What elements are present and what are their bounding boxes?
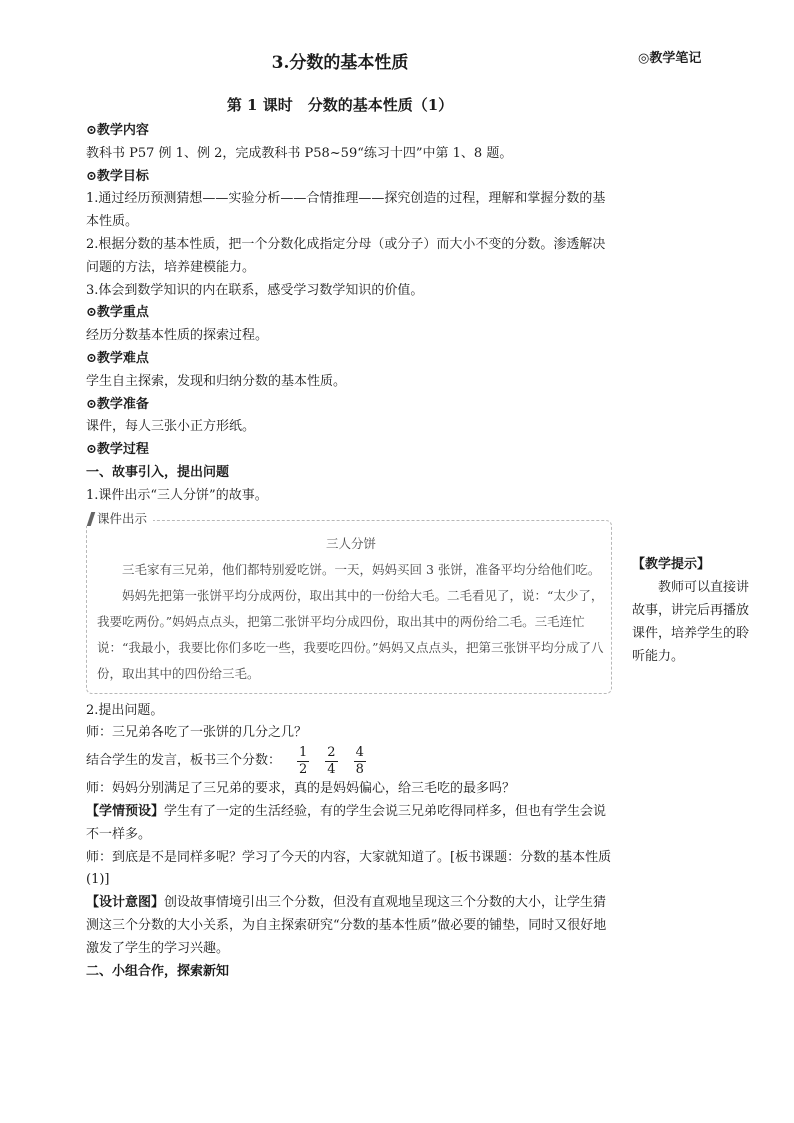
lesson-subtitle: 第 1 课时 分数的基本性质（1） [226,96,454,114]
step-1-heading: 一、故事引入，提出问题 [86,464,230,480]
prediction-paragraph [86,801,612,847]
design-intent-text: 创设故事情境引出三个分数，但没有直观地呈现这三个分数的大小，让学生猜测这三个分数的大小关系，为自主探索研究“分数的基本性质”做必要的铺垫，同时又很好地激发了学生的学习兴趣。 [86,895,607,956]
section-heading-preparation: ⊙教学准备 [86,396,149,412]
goal-item-2: 2.根据分数的基本性质，把一个分数化成指定分母（或分子）而大小不变的分数。渗透解决问题的方法，培养建模能力。 [86,236,606,275]
tip-title: 【教学提示】 [632,557,711,572]
question-1: 师：三兄弟各吃了一张饼的几分之几？ [86,725,308,741]
teaching-notes-label: ◎教学笔记 [638,51,702,66]
section-heading-goals: ⊙教学目标 [86,168,149,184]
step-1-item-2: 2.提出问题。 [86,702,164,718]
fraction-numerator: 4 [355,745,364,761]
goal-item-3: 3.体会到数学知识的内在联系，感受学习数学知识的价值。 [86,282,424,298]
design-intent-label: 【设计意图】 [86,895,165,911]
goal-item-1: 1.通过经历预测猜想——实验分析——合情推理——探究创造的过程，理解和掌握分数的基本性质。 [86,191,606,230]
preparation-text: 课件，每人三张小正方形纸。 [86,419,256,435]
page-title: 3.分数的基本性质 [271,53,409,73]
difficulties-text: 学生自主探索，发现和归纳分数的基本性质。 [86,373,347,389]
design-intent-paragraph [86,892,612,960]
step-1-item-1: 1.课件出示“三人分饼”的故事。 [86,487,268,503]
fraction-denominator: 4 [327,762,336,778]
section-heading-difficulties: ⊙教学难点 [86,350,149,366]
courseware-callout [86,510,612,694]
section-heading-process: ⊙教学过程 [86,442,149,458]
board-fractions-line [86,745,612,778]
step-2-heading: 二、小组合作，探索新知 [86,963,230,979]
board-lead-text: 结合学生的发言，板书三个分数： [86,753,282,769]
section-heading-content: ⊙教学内容 [86,123,149,138]
key-points-text: 经历分数基本性质的探索过程。 [86,328,269,344]
fraction-denominator: 2 [299,762,308,778]
section-heading-key-points: ⊙教学重点 [86,305,149,321]
content-text: 教科书 P57 例 1、例 2，完成教科书 P58~59“练习十四”中第 1、8 题。 [86,145,513,161]
prediction-label: 【学情预设】 [86,803,165,819]
question-2: 师：妈妈分别满足了三兄弟的要求，真的是妈妈偏心，给三毛吃的最多吗？ [86,781,516,797]
fraction-numerator: 1 [299,745,308,761]
story-paragraph-2: 妈妈先把第一张饼平均分成两份，取出其中的一份给大毛。二毛看见了，说：“太少了，我要吃两份。”妈妈点点头，把第二张饼平均分成四份，取出其中的两份给二毛。三毛连忙说：“我最小，我要比你们多吃一些，我要吃四份。”妈妈又点点头，把第三张饼平均分成了八份，取出其中的四份给三毛。 [97,587,604,681]
teacher-remark: 师：到底是不是同样多呢？学习了今天的内容，大家就知道了。[板书课题：分数的基本性质(1)] [86,849,612,888]
fraction-denominator: 8 [355,762,364,778]
fraction [354,745,366,778]
story-paragraph-1: 三毛家有三兄弟，他们都特别爱吃饼。一天，妈妈买回 3 张饼，准备平均分给他们吃。 [122,561,601,577]
pencil-icon [87,512,96,526]
teaching-tip-sidebar [632,553,760,668]
fraction [297,745,309,778]
callout-tab-label: 课件出示 [97,510,148,526]
tip-text: 教师可以直接讲故事，讲完后再播放课件，培养学生的聆听能力。 [632,580,750,664]
callout-tab [85,512,153,526]
fraction [325,745,337,778]
fraction-numerator: 2 [327,745,336,761]
main-content [86,120,612,983]
story-title: 三人分饼 [325,535,376,551]
prediction-text: 学生有了一定的生活经验，有的学生会说三兄弟吃得同样多，但也有学生会说不一样多。 [86,803,607,842]
